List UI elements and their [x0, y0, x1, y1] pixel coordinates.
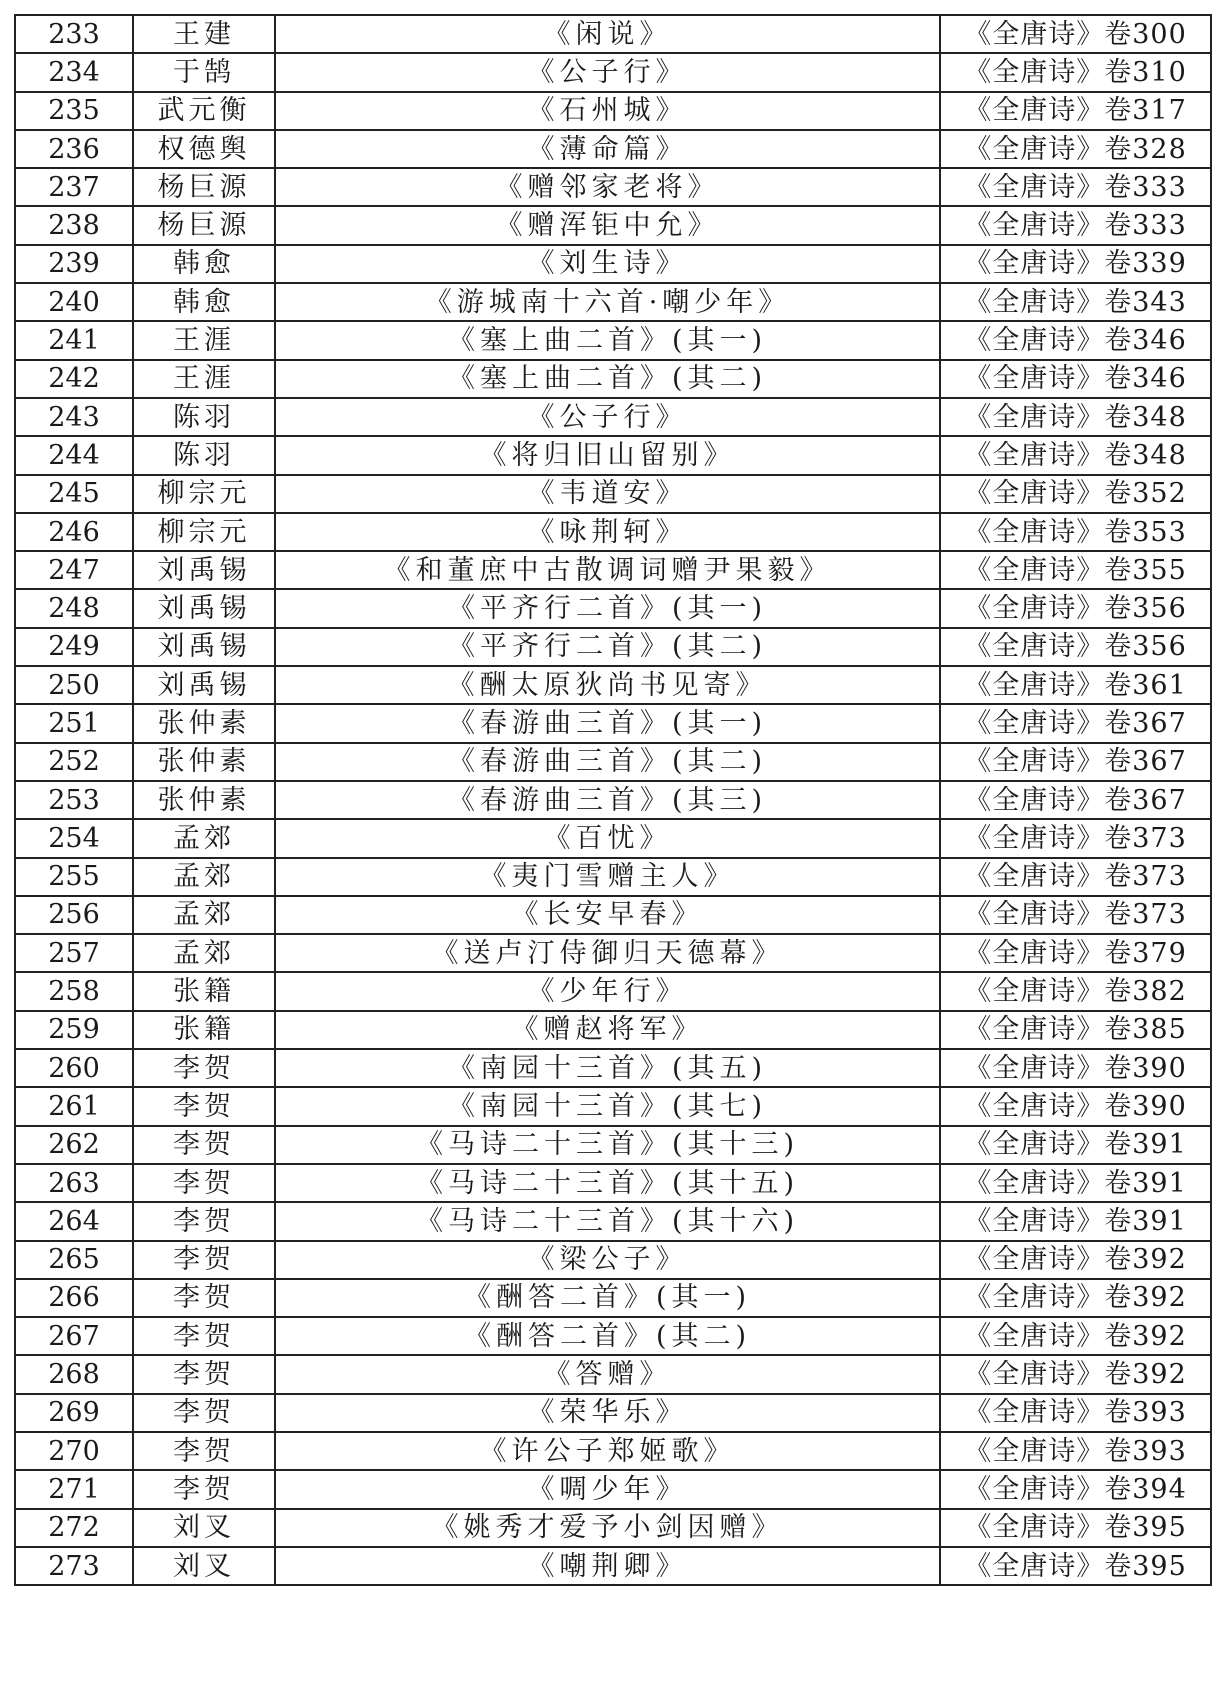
poem-title-cell: 《百忧》 [275, 819, 940, 857]
source-cell: 《全唐诗》卷356 [940, 589, 1211, 627]
poem-title-cell: 《平齐行二首》(其二) [275, 628, 940, 666]
author-cell: 柳宗元 [133, 475, 275, 513]
row-number-cell: 260 [15, 1049, 133, 1087]
author-cell: 王建 [133, 15, 275, 53]
source-cell: 《全唐诗》卷391 [940, 1126, 1211, 1164]
source-cell: 《全唐诗》卷391 [940, 1202, 1211, 1240]
table-row [15, 628, 1211, 666]
table-row [15, 245, 1211, 283]
poem-title-cell: 《春游曲三首》(其二) [275, 743, 940, 781]
poem-title-cell: 《少年行》 [275, 972, 940, 1010]
table-row [15, 283, 1211, 321]
author-cell: 刘叉 [133, 1509, 275, 1547]
poem-title-cell: 《赠浑钜中允》 [275, 206, 940, 244]
poem-title-cell: 《南园十三首》(其五) [275, 1049, 940, 1087]
row-number-cell: 267 [15, 1317, 133, 1355]
author-cell: 李贺 [133, 1126, 275, 1164]
author-cell: 张仲素 [133, 704, 275, 742]
table-row [15, 1355, 1211, 1393]
poem-title-cell: 《夷门雪赠主人》 [275, 858, 940, 896]
source-cell: 《全唐诗》卷390 [940, 1049, 1211, 1087]
poem-title-cell: 《酬答二首》(其二) [275, 1317, 940, 1355]
poem-title-cell: 《咏荆轲》 [275, 513, 940, 551]
table-row [15, 1011, 1211, 1049]
table-row [15, 398, 1211, 436]
author-cell: 李贺 [133, 1317, 275, 1355]
source-cell: 《全唐诗》卷352 [940, 475, 1211, 513]
poem-title-cell: 《塞上曲二首》(其一) [275, 321, 940, 359]
row-number-cell: 266 [15, 1279, 133, 1317]
row-number-cell: 233 [15, 15, 133, 53]
row-number-cell: 253 [15, 781, 133, 819]
source-cell: 《全唐诗》卷348 [940, 436, 1211, 474]
author-cell: 李贺 [133, 1394, 275, 1432]
row-number-cell: 241 [15, 321, 133, 359]
table-row [15, 1547, 1211, 1585]
poem-title-cell: 《春游曲三首》(其三) [275, 781, 940, 819]
author-cell: 李贺 [133, 1087, 275, 1125]
row-number-cell: 261 [15, 1087, 133, 1125]
row-number-cell: 257 [15, 934, 133, 972]
row-number-cell: 250 [15, 666, 133, 704]
poem-table-container [14, 14, 1210, 1586]
row-number-cell: 252 [15, 743, 133, 781]
table-row [15, 53, 1211, 91]
table-row [15, 1126, 1211, 1164]
table-row [15, 1202, 1211, 1240]
poem-title-cell: 《春游曲三首》(其一) [275, 704, 940, 742]
poem-title-cell: 《游城南十六首·嘲少年》 [275, 283, 940, 321]
author-cell: 柳宗元 [133, 513, 275, 551]
source-cell: 《全唐诗》卷343 [940, 283, 1211, 321]
row-number-cell: 259 [15, 1011, 133, 1049]
poem-title-cell: 《刘生诗》 [275, 245, 940, 283]
source-cell: 《全唐诗》卷373 [940, 819, 1211, 857]
row-number-cell: 244 [15, 436, 133, 474]
author-cell: 权德舆 [133, 130, 275, 168]
poem-title-cell: 《公子行》 [275, 398, 940, 436]
author-cell: 张籍 [133, 972, 275, 1010]
author-cell: 王涯 [133, 360, 275, 398]
table-row [15, 475, 1211, 513]
table-row [15, 666, 1211, 704]
row-number-cell: 270 [15, 1432, 133, 1470]
poem-title-cell: 《啁少年》 [275, 1470, 940, 1508]
row-number-cell: 239 [15, 245, 133, 283]
source-cell: 《全唐诗》卷346 [940, 360, 1211, 398]
source-cell: 《全唐诗》卷367 [940, 704, 1211, 742]
author-cell: 孟郊 [133, 858, 275, 896]
table-row [15, 896, 1211, 934]
row-number-cell: 254 [15, 819, 133, 857]
table-row [15, 513, 1211, 551]
table-row [15, 819, 1211, 857]
row-number-cell: 245 [15, 475, 133, 513]
table-row [15, 934, 1211, 972]
source-cell: 《全唐诗》卷385 [940, 1011, 1211, 1049]
poem-title-cell: 《长安早春》 [275, 896, 940, 934]
poem-title-cell: 《嘲荆卿》 [275, 1547, 940, 1585]
source-cell: 《全唐诗》卷339 [940, 245, 1211, 283]
row-number-cell: 242 [15, 360, 133, 398]
row-number-cell: 247 [15, 551, 133, 589]
author-cell: 孟郊 [133, 819, 275, 857]
source-cell: 《全唐诗》卷382 [940, 972, 1211, 1010]
row-number-cell: 256 [15, 896, 133, 934]
author-cell: 于鹄 [133, 53, 275, 91]
row-number-cell: 265 [15, 1241, 133, 1279]
source-cell: 《全唐诗》卷333 [940, 168, 1211, 206]
table-row [15, 1394, 1211, 1432]
row-number-cell: 271 [15, 1470, 133, 1508]
row-number-cell: 238 [15, 206, 133, 244]
poem-title-cell: 《姚秀才爱予小剑因赠》 [275, 1509, 940, 1547]
source-cell: 《全唐诗》卷317 [940, 92, 1211, 130]
author-cell: 张仲素 [133, 781, 275, 819]
table-row [15, 130, 1211, 168]
row-number-cell: 234 [15, 53, 133, 91]
row-number-cell: 268 [15, 1355, 133, 1393]
row-number-cell: 262 [15, 1126, 133, 1164]
row-number-cell: 272 [15, 1509, 133, 1547]
table-row [15, 1317, 1211, 1355]
table-row [15, 206, 1211, 244]
poem-title-cell: 《马诗二十三首》(其十三) [275, 1126, 940, 1164]
source-cell: 《全唐诗》卷361 [940, 666, 1211, 704]
table-row [15, 92, 1211, 130]
author-cell: 李贺 [133, 1202, 275, 1240]
author-cell: 刘叉 [133, 1547, 275, 1585]
source-cell: 《全唐诗》卷390 [940, 1087, 1211, 1125]
table-row [15, 1279, 1211, 1317]
poem-title-cell: 《赠邻家老将》 [275, 168, 940, 206]
source-cell: 《全唐诗》卷373 [940, 896, 1211, 934]
poem-title-cell: 《薄命篇》 [275, 130, 940, 168]
author-cell: 刘禹锡 [133, 589, 275, 627]
source-cell: 《全唐诗》卷395 [940, 1547, 1211, 1585]
table-row [15, 704, 1211, 742]
table-row [15, 858, 1211, 896]
source-cell: 《全唐诗》卷353 [940, 513, 1211, 551]
source-cell: 《全唐诗》卷346 [940, 321, 1211, 359]
table-row [15, 972, 1211, 1010]
source-cell: 《全唐诗》卷391 [940, 1164, 1211, 1202]
source-cell: 《全唐诗》卷393 [940, 1394, 1211, 1432]
poem-table-body [15, 15, 1211, 1585]
row-number-cell: 249 [15, 628, 133, 666]
author-cell: 李贺 [133, 1164, 275, 1202]
poem-title-cell: 《韦道安》 [275, 475, 940, 513]
author-cell: 韩愈 [133, 245, 275, 283]
author-cell: 刘禹锡 [133, 628, 275, 666]
author-cell: 李贺 [133, 1432, 275, 1470]
poem-title-cell: 《塞上曲二首》(其二) [275, 360, 940, 398]
poem-title-cell: 《荣华乐》 [275, 1394, 940, 1432]
table-row [15, 1164, 1211, 1202]
source-cell: 《全唐诗》卷356 [940, 628, 1211, 666]
row-number-cell: 255 [15, 858, 133, 896]
source-cell: 《全唐诗》卷373 [940, 858, 1211, 896]
poem-title-cell: 《平齐行二首》(其一) [275, 589, 940, 627]
source-cell: 《全唐诗》卷367 [940, 781, 1211, 819]
table-row [15, 743, 1211, 781]
table-row [15, 551, 1211, 589]
poem-title-cell: 《公子行》 [275, 53, 940, 91]
source-cell: 《全唐诗》卷392 [940, 1241, 1211, 1279]
source-cell: 《全唐诗》卷333 [940, 206, 1211, 244]
source-cell: 《全唐诗》卷394 [940, 1470, 1211, 1508]
source-cell: 《全唐诗》卷392 [940, 1317, 1211, 1355]
author-cell: 陈羽 [133, 398, 275, 436]
table-row [15, 1049, 1211, 1087]
poem-title-cell: 《梁公子》 [275, 1241, 940, 1279]
row-number-cell: 251 [15, 704, 133, 742]
row-number-cell: 235 [15, 92, 133, 130]
row-number-cell: 236 [15, 130, 133, 168]
source-cell: 《全唐诗》卷355 [940, 551, 1211, 589]
table-row [15, 436, 1211, 474]
author-cell: 刘禹锡 [133, 551, 275, 589]
row-number-cell: 243 [15, 398, 133, 436]
row-number-cell: 273 [15, 1547, 133, 1585]
row-number-cell: 246 [15, 513, 133, 551]
poem-title-cell: 《马诗二十三首》(其十六) [275, 1202, 940, 1240]
source-cell: 《全唐诗》卷328 [940, 130, 1211, 168]
table-row [15, 321, 1211, 359]
poem-title-cell: 《酬答二首》(其一) [275, 1279, 940, 1317]
poem-title-cell: 《送卢汀侍御归天德幕》 [275, 934, 940, 972]
author-cell: 李贺 [133, 1355, 275, 1393]
author-cell: 李贺 [133, 1279, 275, 1317]
author-cell: 刘禹锡 [133, 666, 275, 704]
source-cell: 《全唐诗》卷367 [940, 743, 1211, 781]
author-cell: 韩愈 [133, 283, 275, 321]
source-cell: 《全唐诗》卷310 [940, 53, 1211, 91]
poem-title-cell: 《南园十三首》(其七) [275, 1087, 940, 1125]
poem-title-cell: 《和董庶中古散调词赠尹果毅》 [275, 551, 940, 589]
poem-title-cell: 《闲说》 [275, 15, 940, 53]
row-number-cell: 258 [15, 972, 133, 1010]
poem-title-cell: 《马诗二十三首》(其十五) [275, 1164, 940, 1202]
row-number-cell: 269 [15, 1394, 133, 1432]
table-row [15, 781, 1211, 819]
source-cell: 《全唐诗》卷379 [940, 934, 1211, 972]
table-row [15, 168, 1211, 206]
poem-title-cell: 《答赠》 [275, 1355, 940, 1393]
row-number-cell: 240 [15, 283, 133, 321]
author-cell: 武元衡 [133, 92, 275, 130]
row-number-cell: 248 [15, 589, 133, 627]
row-number-cell: 237 [15, 168, 133, 206]
source-cell: 《全唐诗》卷395 [940, 1509, 1211, 1547]
table-row [15, 360, 1211, 398]
poem-title-cell: 《石州城》 [275, 92, 940, 130]
source-cell: 《全唐诗》卷348 [940, 398, 1211, 436]
author-cell: 王涯 [133, 321, 275, 359]
author-cell: 杨巨源 [133, 168, 275, 206]
poem-table [14, 14, 1212, 1586]
table-row [15, 15, 1211, 53]
poem-title-cell: 《赠赵将军》 [275, 1011, 940, 1049]
author-cell: 杨巨源 [133, 206, 275, 244]
table-row [15, 589, 1211, 627]
author-cell: 孟郊 [133, 896, 275, 934]
author-cell: 李贺 [133, 1049, 275, 1087]
table-row [15, 1432, 1211, 1470]
table-row [15, 1241, 1211, 1279]
poem-title-cell: 《将归旧山留别》 [275, 436, 940, 474]
author-cell: 李贺 [133, 1470, 275, 1508]
table-row [15, 1087, 1211, 1125]
source-cell: 《全唐诗》卷392 [940, 1355, 1211, 1393]
poem-title-cell: 《酬太原狄尚书见寄》 [275, 666, 940, 704]
source-cell: 《全唐诗》卷300 [940, 15, 1211, 53]
row-number-cell: 264 [15, 1202, 133, 1240]
author-cell: 陈羽 [133, 436, 275, 474]
row-number-cell: 263 [15, 1164, 133, 1202]
source-cell: 《全唐诗》卷393 [940, 1432, 1211, 1470]
author-cell: 张籍 [133, 1011, 275, 1049]
author-cell: 孟郊 [133, 934, 275, 972]
table-row [15, 1509, 1211, 1547]
author-cell: 李贺 [133, 1241, 275, 1279]
table-row [15, 1470, 1211, 1508]
author-cell: 张仲素 [133, 743, 275, 781]
source-cell: 《全唐诗》卷392 [940, 1279, 1211, 1317]
poem-title-cell: 《许公子郑姬歌》 [275, 1432, 940, 1470]
